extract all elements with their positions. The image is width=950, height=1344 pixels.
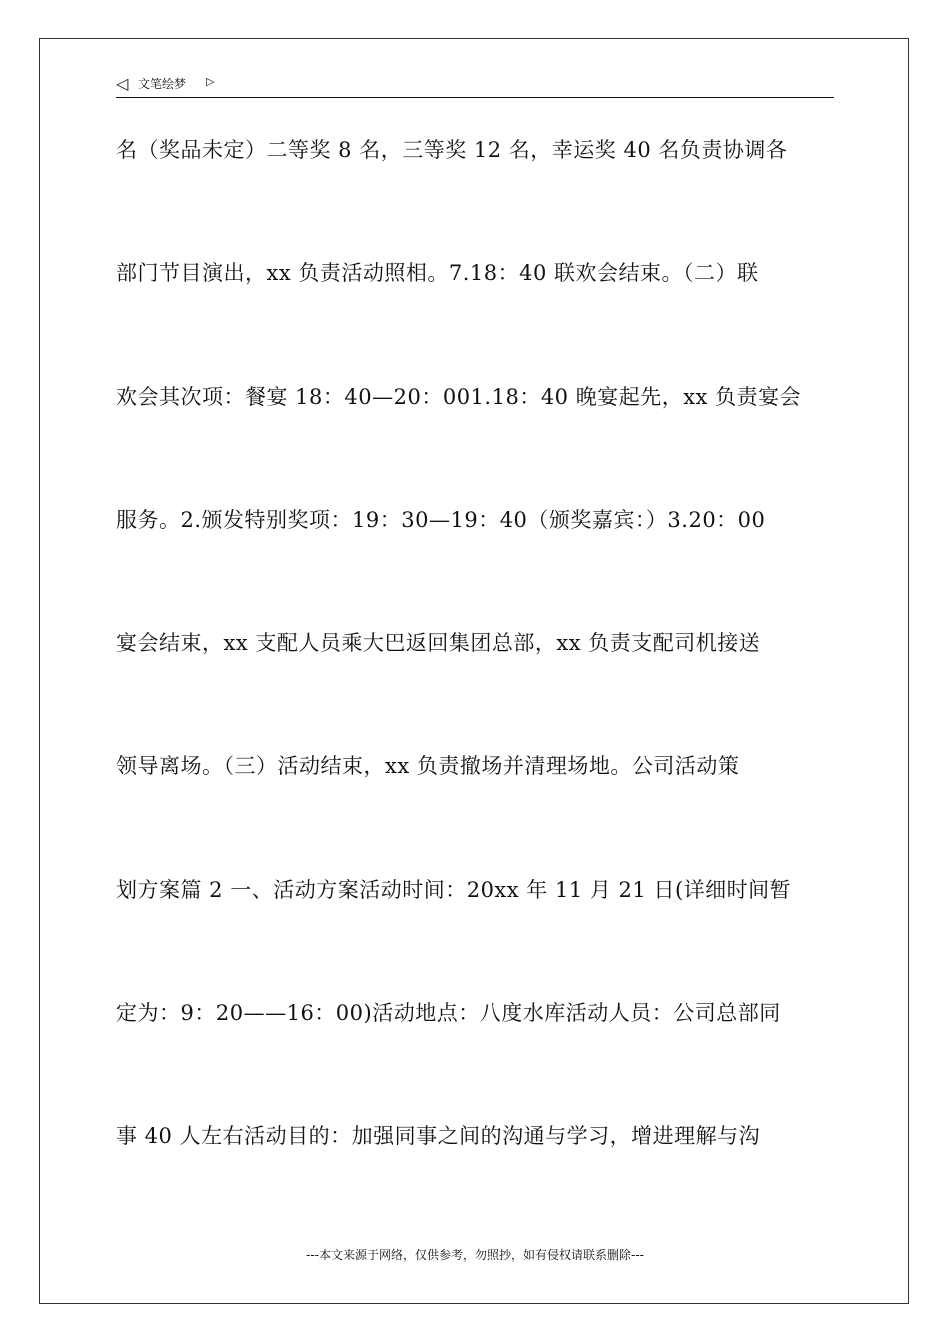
header-title: 文笔绘梦 <box>138 77 187 91</box>
body-line: 划方案篇 2 一、活动方案活动时间：20xx 年 11 月 21 日(详细时间暂 <box>116 877 792 902</box>
body-line: 领导离场。（三）活动结束，xx 负责撤场并清理场地。公司活动策 <box>116 754 740 779</box>
left-triangle-icon: ◁ <box>116 74 129 93</box>
document-body <box>116 130 836 1240</box>
body-line: 名（奖品未定）二等奖 8 名，三等奖 12 名，幸运奖 40 名负责协调各 <box>116 138 788 162</box>
body-line: 欢会其次项：餐宴 18：40—20：001.18：40 晚宴起先，xx 负责宴会 <box>116 384 802 409</box>
right-triangle-icon: ▷ <box>206 75 215 88</box>
body-line: 服务。2.颁发特别奖项：19：30—19：40（颁奖嘉宾：）3.20：00 <box>116 507 766 532</box>
body-line: 部门节目演出，xx 负责活动照相。7.18：40 联欢会结束。（二）联 <box>116 261 759 286</box>
body-line: 事 40 人左右活动目的：加强同事之间的沟通与学习，增进理解与沟 <box>116 1124 761 1149</box>
body-line: 宴会结束，xx 支配人员乘大巴返回集团总部，xx 负责支配司机接送 <box>116 631 761 656</box>
page-header <box>116 74 834 98</box>
body-line: 定为：9：20——16：00)活动地点：八度水库活动人员：公司总部同 <box>116 1001 781 1026</box>
page-footer: ---本文来源于网络，仅供参考，勿照抄，如有侵权请联系删除--- <box>306 1248 644 1262</box>
